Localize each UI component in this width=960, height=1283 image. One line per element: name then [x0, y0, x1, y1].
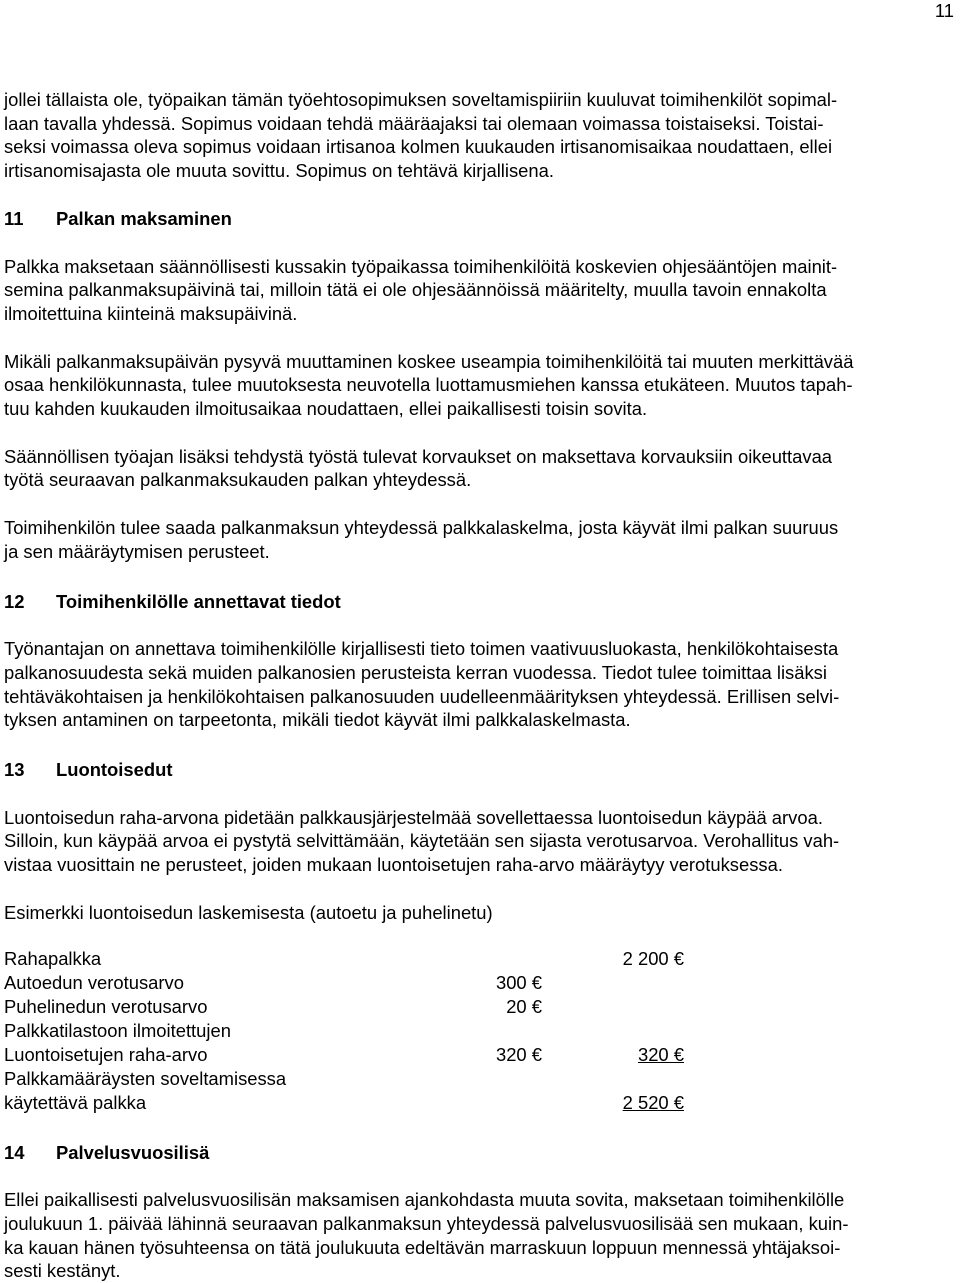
section-title: Luontoisedut: [56, 759, 173, 781]
page-number: 11: [934, 0, 954, 21]
calc-value-kaytettava: [594, 1091, 684, 1115]
calc-label-kaytettava: käytettävä palkka: [4, 1091, 147, 1113]
calc-value-autoetu: 300 €: [495, 971, 542, 993]
text-line: ja sen määräytymisen perusteet.: [4, 540, 270, 562]
section-title: Palvelusvuosilisä: [56, 1141, 210, 1163]
text-line: jollei tällaista ole, työpaikan tämän työehtosopimuksen soveltamispiiriin kuuluvat toimihenkilöt sopimal-: [4, 89, 838, 110]
text-line: ka kauan hänen työsuhteensa on tätä joulukuuta edeltävän marraskuun loppuun mennessä yhtäjaksoi-: [4, 1236, 841, 1258]
text-line: Työnantajan on annettava toimihenkilölle kirjallisesti tieto toimen vaativuusluokasta, henkilökohtaisesta: [4, 638, 839, 660]
section-number: 14: [4, 1141, 25, 1163]
paragraph: [4, 1188, 957, 1283]
text-line: seksi voimassa oleva sopimus voidaan irtisanoa kolmen kuukauden irtisanomisaikaa noudattaen, ellei: [4, 136, 833, 158]
text-line: palkanosuudesta sekä muiden palkanosien perusteista kerran vuodessa. Tiedot tulee toimittaa lisäksi: [4, 661, 827, 683]
calc-label-luontoisetujen: Luontoisetujen raha-arvo: [4, 1043, 208, 1065]
paragraph: [4, 255, 957, 326]
section-title: Palkan maksaminen: [56, 207, 232, 229]
text-line: joulukuun 1. päivää lähinnä seuraavan palkanmaksun yhteydessä palvelusvuosilisää sen mukaan, kuin-: [4, 1212, 849, 1234]
text-line: ilmoitettuina kiinteinä maksupäivinä.: [4, 302, 298, 324]
calc-value-rahapalkka: 2 200 €: [622, 947, 684, 969]
example-heading: Esimerkki luontoisedun laskemisesta (autoetu ja puhelinetu): [4, 901, 493, 923]
calc-value-puhelin: 20 €: [506, 995, 542, 1017]
text-line: osaa henkilökunnasta, tulee muutoksesta neuvotella luottamusmiehen kanssa etukäteen. Muutos tapah-: [4, 374, 853, 396]
text-line: vistaa vuosittain ne perusteet, joiden mukaan luontoisetujen raha-arvo määräytyy verotuksessa.: [4, 854, 783, 876]
text-line: tuu kahden kuukauden ilmoitusaikaa noudattaen, ellei paikallisesti toisin sovita.: [4, 398, 648, 420]
intro-paragraph: [4, 88, 957, 183]
text-line: Silloin, kun käypää arvoa ei pystytä selvittämään, käytetään sen sijasta verotusarvoa. Verohallitus vah-: [4, 830, 840, 852]
text-line: irtisanomisajasta ole muuta sovittu. Sopimus on tehtävä kirjallisena.: [4, 160, 554, 182]
calc-label-autoetu: Autoedun verotusarvo: [4, 971, 184, 993]
text-line: Toimihenkilön tulee saada palkanmaksun yhteydessä palkkalaskelma, josta käyvät ilmi palkan suuruus: [4, 517, 839, 539]
text-line: semina palkanmaksupäivinä tai, milloin tätä ei ole ohjesäännöissä määritelty, muulla tavoin ennakolta: [4, 279, 827, 301]
section-heading-12: [4, 590, 957, 614]
paragraph: [4, 445, 957, 492]
paragraph: [4, 350, 957, 421]
section-heading-14: [4, 1141, 957, 1165]
calc-value-luontoisetujen-right: [594, 1043, 684, 1067]
underlined-value: 320 €: [637, 1043, 684, 1065]
section-number: 11: [4, 207, 24, 229]
section-number: 12: [4, 590, 25, 612]
text-line: työtä seuraavan palkanmaksukauden palkan yhteydessä.: [4, 469, 472, 491]
text-line: Luontoisedun raha-arvona pidetään palkkausjärjestelmää sovellettaessa luontoisedun käypää arvoa.: [4, 806, 823, 828]
text-line: Säännöllisen työajan lisäksi tehdystä työstä tulevat korvaukset on maksettava korvauksiin oikeuttavaa: [4, 445, 833, 467]
calc-label-puhelin: Puhelinedun verotusarvo: [4, 995, 208, 1017]
paragraph: [4, 516, 957, 563]
section-number: 13: [4, 759, 25, 781]
calc-label-palkkamaarays: Palkkamääräysten soveltamisessa: [4, 1067, 287, 1089]
example-calculation: [4, 947, 957, 1115]
paragraph: [4, 637, 957, 732]
text-line: sesti kestänyt.: [4, 1260, 121, 1282]
text-line: tyksen antaminen on tarpeetonta, mikäli tiedot käyvät ilmi palkkalaskelmasta.: [4, 709, 631, 731]
section-title: Toimihenkilölle annettavat tiedot: [56, 590, 341, 612]
paragraph: [4, 806, 957, 877]
underlined-value: 2 520 €: [622, 1091, 684, 1113]
text-line: Palkka maksetaan säännöllisesti kussakin työpaikassa toimihenkilöitä koskevien ohjesääntöjen mainit-: [4, 255, 838, 277]
text-line: tehtäväkohtaisen ja henkilökohtaisen palkanosuuden uudelleenmäärityksen yhteydessä. Erillisen selvi-: [4, 685, 840, 707]
text-line: Mikäli palkanmaksupäivän pysyvä muuttaminen koskee useampia toimihenkilöitä tai muuten merkittävää: [4, 350, 854, 372]
document-body: [4, 88, 957, 1283]
text-line: laan tavalla yhdessä. Sopimus voidaan tehdä määräajaksi tai olemaan voimassa toistaiseksi. Toistai-: [4, 112, 824, 134]
section-heading-11: [4, 207, 957, 231]
calc-value-luontoisetujen-mid: 320 €: [495, 1043, 542, 1065]
text-line: Ellei paikallisesti palvelusvuosilisän maksamisen ajankohdasta muuta sovita, maksetaan toimihenkilölle: [4, 1189, 845, 1211]
calc-label-palkkatilasto: Palkkatilastoon ilmoitettujen: [4, 1019, 231, 1041]
calc-label-rahapalkka: Rahapalkka: [4, 947, 102, 969]
section-heading-13: [4, 758, 957, 782]
